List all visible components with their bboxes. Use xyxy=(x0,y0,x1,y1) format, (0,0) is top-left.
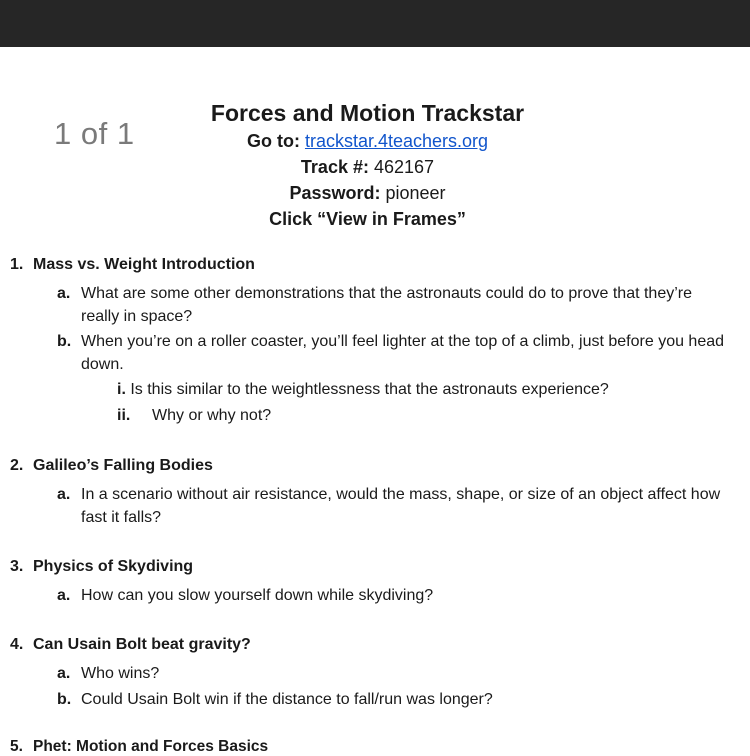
question-1 xyxy=(10,256,255,274)
sub-letter: b. xyxy=(57,333,72,350)
sub-text: What are some other demonstrations that the astronauts could do to prove that they’re really in space? xyxy=(81,285,693,325)
question-4b xyxy=(57,688,729,711)
sub-text: Who wins? xyxy=(81,665,160,682)
roman-numeral: i. xyxy=(117,381,126,398)
question-1a xyxy=(57,282,729,328)
track-line xyxy=(140,154,595,180)
password-value: pioneer xyxy=(385,183,446,203)
sub-letter: b. xyxy=(57,691,72,708)
document-header xyxy=(140,98,595,232)
question-2 xyxy=(10,457,213,475)
question-title: Galileo’s Falling Bodies xyxy=(33,457,213,474)
roman-text: Is this similar to the weightlessness that the astronauts experience? xyxy=(130,381,609,398)
question-2a xyxy=(57,483,729,529)
sub-text: When you’re on a roller coaster, you’ll feel lighter at the top of a climb, just before you head down. xyxy=(81,333,725,373)
question-1b xyxy=(57,330,729,376)
track-label: Track #: xyxy=(300,157,369,177)
sub-letter: a. xyxy=(57,587,71,604)
roman-numeral: ii. xyxy=(117,407,131,424)
question-title: Physics of Skydiving xyxy=(33,558,194,575)
sub-text: In a scenario without air resistance, would the mass, shape, or size of an object affect how fast it falls? xyxy=(81,486,721,526)
question-number: 4. xyxy=(10,636,24,653)
question-title: Phet: Motion and Forces Basics xyxy=(33,738,269,755)
question-title: Can Usain Bolt beat gravity? xyxy=(33,636,251,653)
question-4 xyxy=(10,636,251,654)
sub-text: Could Usain Bolt win if the distance to fall/run was longer? xyxy=(81,691,493,708)
sub-letter: a. xyxy=(57,285,71,302)
goto-line xyxy=(140,128,595,154)
question-1b-i xyxy=(117,378,609,401)
password-label: Password: xyxy=(289,183,381,203)
trackstar-link[interactable]: trackstar.4teachers.org xyxy=(304,131,489,151)
sub-letter: a. xyxy=(57,665,71,682)
roman-text: Why or why not? xyxy=(152,407,272,424)
question-title: Mass vs. Weight Introduction xyxy=(33,256,255,273)
question-number: 5. xyxy=(10,738,23,755)
question-number: 2. xyxy=(10,457,24,474)
question-3a xyxy=(57,584,729,607)
question-4a xyxy=(57,662,729,685)
document-title: Forces and Motion Trackstar xyxy=(210,100,525,126)
page-counter: 1 of 1 xyxy=(54,116,135,151)
goto-label: Go to: xyxy=(246,131,300,151)
question-number: 3. xyxy=(10,558,24,575)
viewer-toolbar xyxy=(0,0,750,47)
question-1b-ii xyxy=(117,404,271,427)
sub-letter: a. xyxy=(57,486,71,503)
password-line xyxy=(140,180,595,206)
question-3 xyxy=(10,558,193,576)
sub-text: How can you slow yourself down while skydiving? xyxy=(81,587,434,604)
question-5 xyxy=(10,738,268,756)
track-number: 462167 xyxy=(373,157,435,177)
instruction-line xyxy=(140,206,595,232)
view-frames-instruction: Click “View in Frames” xyxy=(269,209,466,229)
question-number: 1. xyxy=(10,256,24,273)
